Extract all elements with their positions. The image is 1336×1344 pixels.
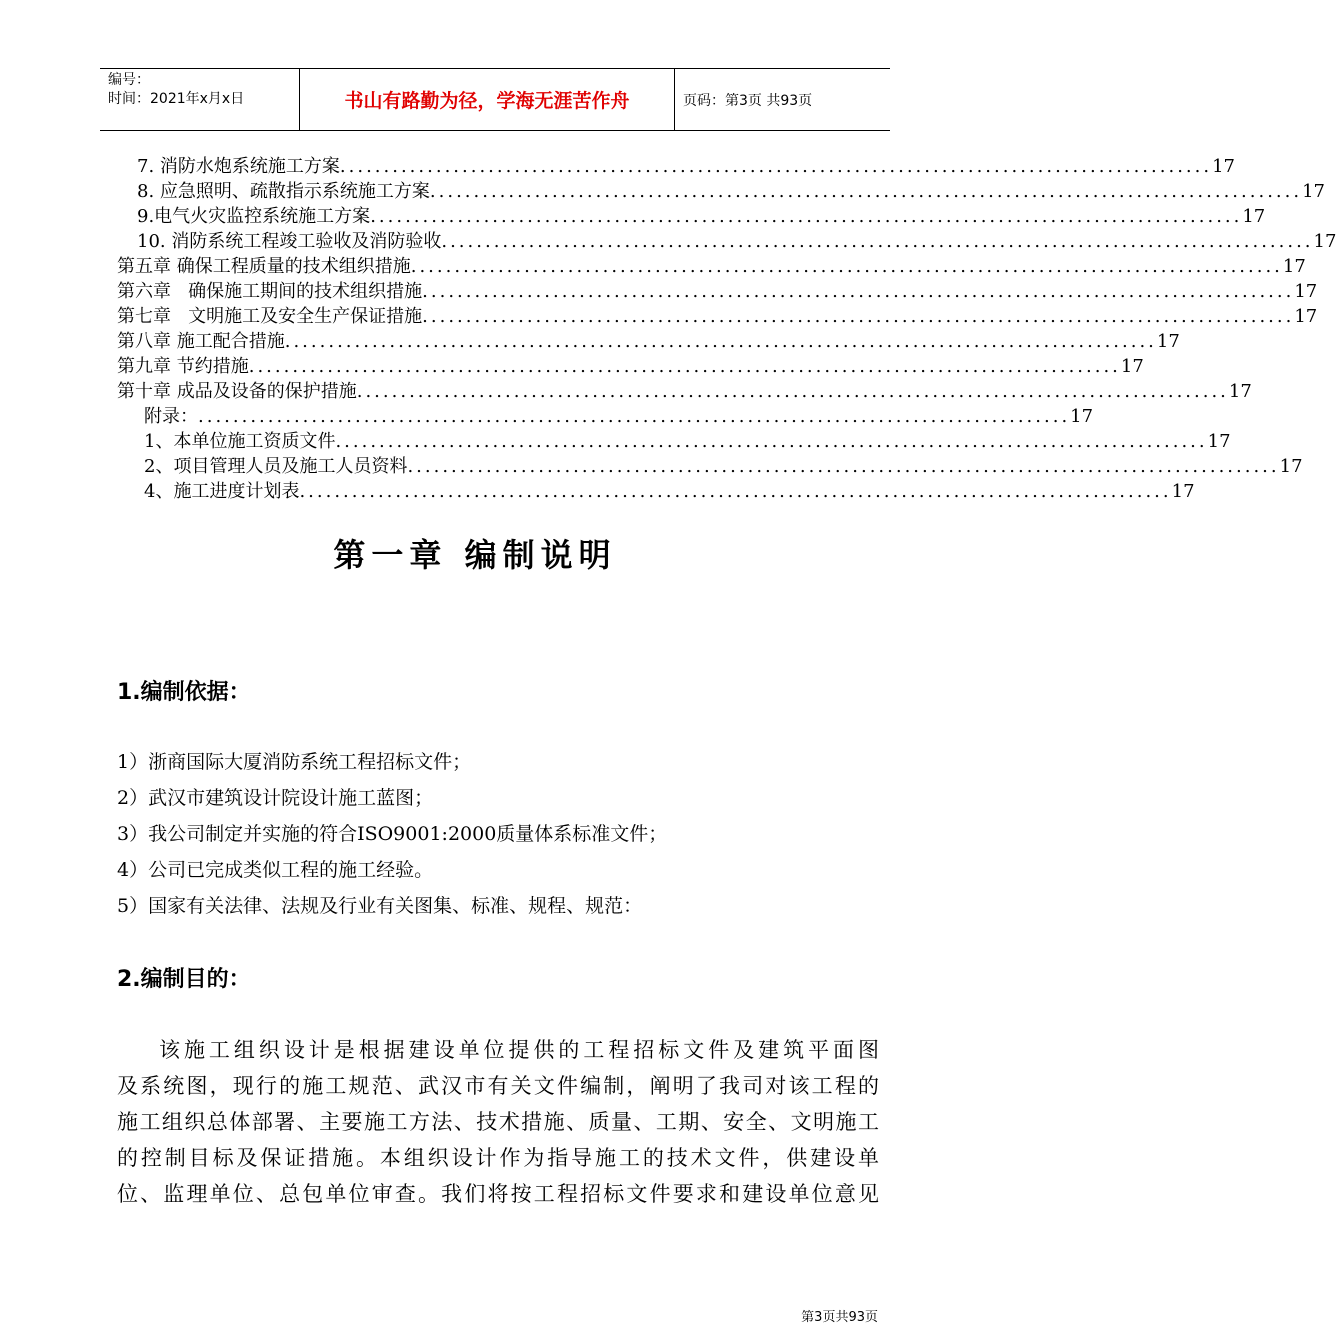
toc-entry-text: 第九章 节约措施 — [117, 356, 249, 377]
toc-entry: 第七章 文明施工及安全生产保证措施 .................................................................................................... 17 — [117, 306, 1318, 327]
toc-entry-text: 1、本单位施工资质文件 — [144, 431, 336, 452]
toc-entry-text: 9.电气火灾监控系统施工方案 — [137, 206, 371, 227]
toc-entry: 2、项目管理人员及施工人员资料 .................................................................................................... 17 — [144, 456, 1303, 477]
toc-entry: 第九章 节约措施 .................................................................................................... 17 — [117, 356, 1144, 377]
paragraph-line: 及系统图，现行的施工规范、武汉市有关文件编制，阐明了我司对该工程的 — [117, 1074, 879, 1098]
toc-entry-page: 17 — [1302, 181, 1325, 202]
code-label: 编号： — [108, 72, 150, 88]
paragraph-line: 施工组织总体部署、主要施工方法、技术措施、质量、工期、安全、文明施工 — [117, 1110, 879, 1134]
chapter-title: 第一章 编制说明 — [333, 536, 617, 574]
paragraph-line: 该施工组织设计是根据建设单位提供的工程招标文件及建筑平面图 — [159, 1038, 879, 1062]
header-motto: 书山有路勤为径，学海无涯苦作舟 — [300, 69, 675, 130]
toc-entry-page: 17 — [1279, 456, 1303, 477]
toc-entry-page: 17 — [1313, 231, 1336, 252]
section-heading-basis: 1.编制依据： — [117, 680, 251, 705]
toc-entry-page: 17 — [1070, 406, 1094, 427]
toc-entry: 8. 应急照明、疏散指示系统施工方案 .................................................................................................... 17 — [137, 181, 1325, 202]
toc-entry-page: 17 — [1294, 281, 1318, 302]
toc-entry-text: 附录： — [144, 406, 198, 427]
toc-entry-text: 第八章 施工配合措施 — [117, 331, 285, 352]
toc-entry-page: 17 — [1242, 206, 1266, 227]
toc-entry-page: 17 — [1156, 331, 1180, 352]
paragraph-line: 的控制目标及保证措施。本组织设计作为指导施工的技术文件，供建设单 — [117, 1146, 879, 1170]
purpose-paragraph — [117, 1032, 879, 1212]
toc-entry: 第六章 确保施工期间的技术组织措施 .................................................................................................... 17 — [117, 281, 1318, 302]
toc-entry-page: 17 — [1171, 481, 1195, 502]
header-page-info: 页码：第3页 共93页 — [683, 92, 813, 109]
section-heading-purpose: 2.编制目的： — [117, 967, 251, 992]
toc-entry: 附录： .................................................................................................... 17 — [144, 406, 1094, 427]
list-item: 1）浙商国际大厦消防系统工程招标文件； — [117, 751, 472, 773]
toc-entry-text: 4、施工进度计划表 — [144, 481, 300, 502]
toc-entry-text: 2、项目管理人员及施工人员资料 — [144, 456, 408, 477]
paragraph-line: 位、监理单位、总包单位审查。我们将按工程招标文件要求和建设单位意见 — [117, 1182, 879, 1206]
toc-entry-text: 第五章 确保工程质量的技术组织措施 — [117, 256, 411, 277]
toc-entry: 10. 消防系统工程竣工验收及消防验收 .................................................................................................... 17 — [137, 231, 1336, 252]
toc-entry: 4、施工进度计划表 .................................................................................................... 17 — [144, 481, 1195, 502]
basis-list — [117, 744, 667, 924]
toc-entry-text: 10. 消防系统工程竣工验收及消防验收 — [137, 231, 442, 252]
toc-entry-text: 7. 消防水炮系统施工方案 — [137, 156, 340, 177]
page-header — [100, 68, 890, 131]
toc-entry: 9.电气火灾监控系统施工方案 .................................................................................................... 17 — [137, 206, 1266, 227]
toc-entry-page: 17 — [1294, 306, 1318, 327]
list-item: 5）国家有关法律、法规及行业有关图集、标准、规程、规范： — [117, 895, 643, 917]
toc-entry-text: 第七章 文明施工及安全生产保证措施 — [117, 306, 423, 327]
toc-entry-page: 17 — [1120, 356, 1144, 377]
list-item: 3）我公司制定并实施的符合ISO9001:2000质量体系标准文件； — [117, 823, 668, 845]
header-meta — [100, 69, 300, 130]
toc-entry-page: 17 — [1207, 431, 1231, 452]
list-item: 2）武汉市建筑设计院设计施工蓝图； — [117, 787, 434, 809]
toc-entry: 7. 消防水炮系统施工方案 .................................................................................................... 17 — [137, 156, 1235, 177]
toc-entry-page: 17 — [1212, 156, 1235, 177]
toc-entry-text: 8. 应急照明、疏散指示系统施工方案 — [137, 181, 430, 202]
toc-entry: 第八章 施工配合措施 .................................................................................................... 17 — [117, 331, 1180, 352]
toc-entry-text: 第十章 成品及设备的保护措施 — [117, 381, 357, 402]
time-label: 时间：2021年x月x日 — [108, 91, 245, 107]
toc-entry: 第五章 确保工程质量的技术组织措施 .................................................................................................... 17 — [117, 256, 1306, 277]
toc-entry: 第十章 成品及设备的保护措施 .................................................................................................... 17 — [117, 381, 1252, 402]
toc-entry: 1、本单位施工资质文件 .................................................................................................... 17 — [144, 431, 1231, 452]
toc-entry-page: 17 — [1228, 381, 1252, 402]
toc-entry-page: 17 — [1282, 256, 1306, 277]
toc-entry-text: 第六章 确保施工期间的技术组织措施 — [117, 281, 423, 302]
page-footer: 第3页共93页 — [801, 1310, 878, 1325]
list-item: 4）公司已完成类似工程的施工经验。 — [117, 859, 434, 881]
